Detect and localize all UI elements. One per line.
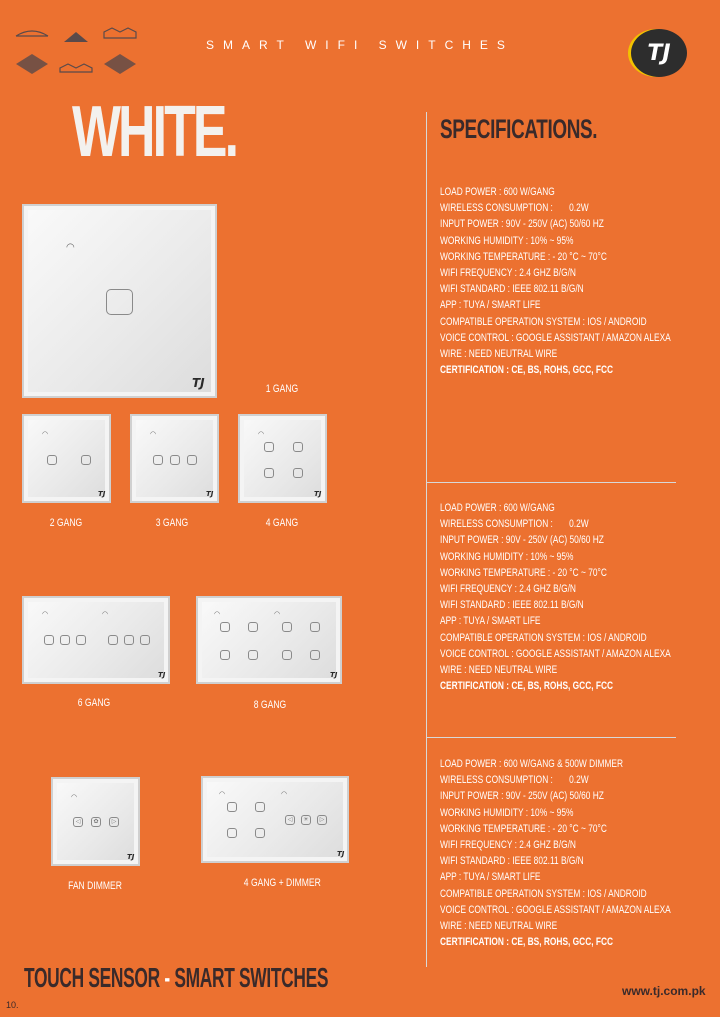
touch-button-icon [248,622,258,632]
spec-line: WIRE : NEED NEUTRAL WIRE [440,919,558,932]
touch-button-icon [108,635,118,645]
caption-4-gang: 4 GANG [265,517,299,529]
spec-line: WORKING TEMPERATURE : - 20 °C ~ 70°C [440,822,607,835]
page-number: 10. [6,1000,19,1010]
touch-button-icon [293,468,303,478]
touch-button-icon [264,442,274,452]
spec-line: INPUT POWER : 90V - 250V (AC) 50/60 HZ [440,790,604,803]
spec-line: COMPATIBLE OPERATION SYSTEM : IOS / ANDROID [440,315,647,328]
brand-logo-icon: TJ [192,376,205,390]
wifi-icon: ◠ [71,794,78,801]
dimmer-down-icon: ◁ [73,817,83,827]
touch-button-icon [227,802,237,812]
specifications-title: SPECIFICATIONS. [440,114,598,144]
switch-6-gang-image [22,596,170,684]
spec-line: APP : TUYA / SMART LIFE [440,871,541,884]
spec-line: APP : TUYA / SMART LIFE [440,299,541,312]
spec-line: WIRELESS CONSUMPTION : 0.2W [440,202,589,215]
spec-block-1 [440,184,690,378]
touch-button-icon [81,455,91,465]
touch-button-icon [76,635,86,645]
touch-button-icon [293,442,303,452]
touch-button-icon [106,289,133,315]
spec-line: WORKING TEMPERATURE : - 20 °C ~ 70°C [440,250,607,263]
touch-button-icon [187,455,197,465]
switch-3-gang-image [130,414,219,503]
switch-1-gang-image [22,204,217,398]
spec-block-3 [440,756,690,950]
spec-line: WIRE : NEED NEUTRAL WIRE [440,347,558,360]
divider-vertical [426,112,427,967]
wifi-icon: ◠ [219,791,226,798]
caption-8-gang: 8 GANG [253,699,287,711]
spec-line: COMPATIBLE OPERATION SYSTEM : IOS / ANDROID [440,887,647,900]
touch-button-icon [282,622,292,632]
touch-button-icon [248,650,258,660]
wifi-icon: ◠ [66,242,75,253]
wifi-icon: ◠ [150,431,157,438]
spec-line: COMPATIBLE OPERATION SYSTEM : IOS / ANDROID [440,631,647,644]
spec-line-certification: CERTIFICATION : CE, BS, ROHS, GCC, FCC [440,936,614,949]
wifi-icon: ◠ [258,431,265,438]
footer-title [24,962,328,994]
brand-logo-icon: TJ [337,850,345,858]
switch-4-gang-dimmer-image [201,776,349,863]
spec-line: APP : TUYA / SMART LIFE [440,615,541,628]
wifi-icon: ◠ [42,431,49,438]
spec-line: WIFI FREQUENCY : 2.4 GHZ B/G/N [440,266,576,279]
touch-button-icon [310,622,320,632]
touch-button-icon [227,828,237,838]
decorative-ornaments [12,24,142,84]
wifi-icon: ◠ [214,611,221,618]
page-title: WHITE. [72,92,237,172]
touch-button-icon [140,635,150,645]
wifi-icon: ◠ [274,611,281,618]
spec-line-certification: CERTIFICATION : CE, BS, ROHS, GCC, FCC [440,680,614,693]
brand-logo-icon: TJ [314,490,322,498]
touch-button-icon [264,468,274,478]
spec-line: WIFI STANDARD : IEEE 802.11 B/G/N [440,283,584,296]
caption-fan-dimmer: FAN DIMMER [68,880,122,892]
spec-line: WIRELESS CONSUMPTION : 0.2W [440,774,589,787]
touch-button-icon [60,635,70,645]
footer-title-part2: SMART SWITCHES [174,962,329,993]
divider-horizontal [426,482,676,483]
dimmer-icon: ☀ [301,815,311,825]
spec-line: WORKING HUMIDITY : 10% ~ 95% [440,234,574,247]
spec-line: VOICE CONTROL : GOOGLE ASSISTANT / AMAZON ALEXA [440,331,671,344]
dimmer-down-icon: ◁ [285,815,295,825]
brand-logo-icon: TJ [158,671,166,679]
fan-icon: ✿ [91,817,101,827]
spec-line: WIRE : NEED NEUTRAL WIRE [440,663,558,676]
spec-line: WIFI FREQUENCY : 2.4 GHZ B/G/N [440,838,576,851]
dimmer-up-icon: ▷ [317,815,327,825]
touch-button-icon [220,622,230,632]
wifi-icon: ◠ [281,791,288,798]
touch-button-icon [255,828,265,838]
touch-button-icon [153,455,163,465]
spec-line: INPUT POWER : 90V - 250V (AC) 50/60 HZ [440,218,604,231]
touch-button-icon [44,635,54,645]
brand-logo-icon: TJ [206,490,214,498]
brand-logo-icon: TJ [127,853,135,861]
brand-logo-icon: TJ [330,671,338,679]
touch-button-icon [310,650,320,660]
spec-line: WIFI FREQUENCY : 2.4 GHZ B/G/N [440,582,576,595]
website-link[interactable]: www.tj.com.pk [622,984,706,998]
spec-line: WIFI STANDARD : IEEE 802.11 B/G/N [440,599,584,612]
touch-button-icon [220,650,230,660]
footer-title-part1: TOUCH SENSOR [24,962,160,993]
spec-line: WORKING TEMPERATURE : - 20 °C ~ 70°C [440,566,607,579]
caption-2-gang: 2 GANG [49,517,83,529]
touch-button-icon [124,635,134,645]
caption-1-gang: 1 GANG [265,383,299,395]
switch-4-gang-image [238,414,327,503]
switch-8-gang-image [196,596,342,684]
spec-line: WORKING HUMIDITY : 10% ~ 95% [440,806,574,819]
touch-button-icon [282,650,292,660]
caption-6-gang: 6 GANG [77,697,111,709]
wifi-icon: ◠ [102,611,109,618]
caption-4-gang-dimmer: 4 GANG + DIMMER [243,877,321,889]
spec-line: WIRELESS CONSUMPTION : 0.2W [440,518,589,531]
wifi-icon: ◠ [42,611,49,618]
divider-horizontal [426,737,676,738]
header-title: SMART WIFI SWITCHES [206,38,514,52]
spec-line: VOICE CONTROL : GOOGLE ASSISTANT / AMAZON ALEXA [440,647,671,660]
spec-line-certification: CERTIFICATION : CE, BS, ROHS, GCC, FCC [440,364,614,377]
spec-block-2 [440,500,690,694]
touch-button-icon [170,455,180,465]
touch-button-icon [255,802,265,812]
spec-line: LOAD POWER : 600 W/GANG & 500W DIMMER [440,758,624,770]
switch-fan-dimmer-image [51,777,140,866]
spec-line: WORKING HUMIDITY : 10% ~ 95% [440,550,574,563]
dimmer-up-icon: ▷ [109,817,119,827]
brand-logo-icon: TJ [98,490,106,498]
spec-line: LOAD POWER : 600 W/GANG [440,502,555,514]
spec-line: WIFI STANDARD : IEEE 802.11 B/G/N [440,855,584,868]
spec-line: INPUT POWER : 90V - 250V (AC) 50/60 HZ [440,534,604,547]
spec-line: LOAD POWER : 600 W/GANG [440,186,555,198]
brand-logo: TJ [631,29,687,77]
footer-title-dash: - [159,962,175,993]
spec-line: VOICE CONTROL : GOOGLE ASSISTANT / AMAZON ALEXA [440,903,671,916]
switch-2-gang-image [22,414,111,503]
caption-3-gang: 3 GANG [155,517,189,529]
touch-button-icon [47,455,57,465]
